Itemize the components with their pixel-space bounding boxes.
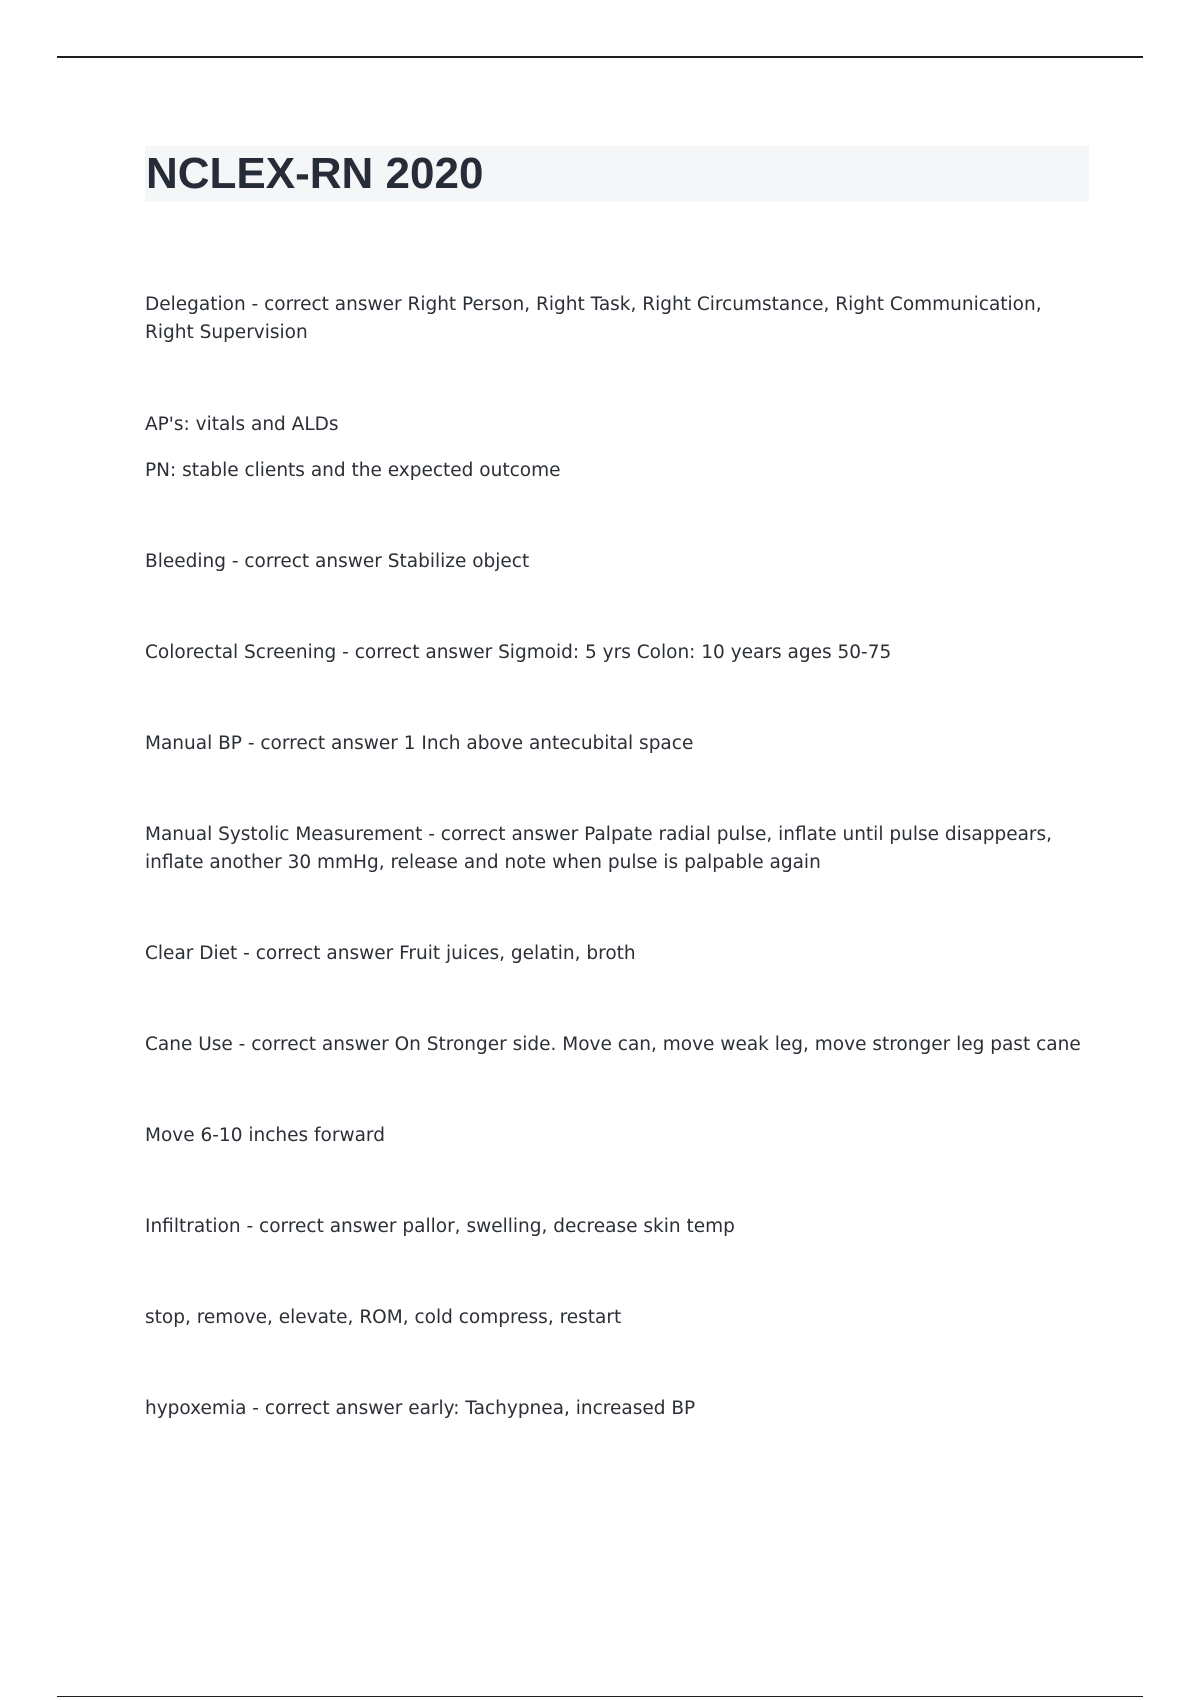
entry-colorectal-screening: Colorectal Screening - correct answer Sigmoid: 5 yrs Colon: 10 years ages 50-75 (145, 642, 892, 663)
entry-cane-use: Cane Use - correct answer On Stronger side. Move can, move weak leg, move stronger leg past cane (145, 1034, 1081, 1055)
entry-delegation: Delegation - correct answer Right Person, Right Task, Right Circumstance, Right Communication, Right Supervision (145, 294, 1042, 343)
entry-manual-systolic: Manual Systolic Measurement - correct answer Palpate radial pulse, inflate until pulse disappears, inflate another 30 mmHg, release and note when pulse is palpable again (145, 824, 1053, 873)
entry-manual-bp: Manual BP - correct answer 1 Inch above antecubital space (145, 733, 694, 754)
document-title: NCLEX-RN 2020 (146, 149, 484, 198)
bottom-rule (57, 1696, 1143, 1697)
top-rule (57, 56, 1143, 58)
entry-clear-diet: Clear Diet - correct answer Fruit juices, gelatin, broth (145, 943, 636, 964)
entry-infiltration-steps: stop, remove, elevate, ROM, cold compress, restart (145, 1307, 622, 1328)
entry-aps: AP's: vitals and ALDs (145, 414, 339, 435)
entry-bleeding: Bleeding - correct answer Stabilize object (145, 551, 530, 572)
entry-move-forward: Move 6-10 inches forward (145, 1125, 385, 1146)
entry-hypoxemia: hypoxemia - correct answer early: Tachypnea, increased BP (145, 1398, 696, 1419)
entry-infiltration: Infiltration - correct answer pallor, swelling, decrease skin temp (145, 1216, 735, 1237)
entry-pn: PN: stable clients and the expected outcome (145, 460, 561, 481)
